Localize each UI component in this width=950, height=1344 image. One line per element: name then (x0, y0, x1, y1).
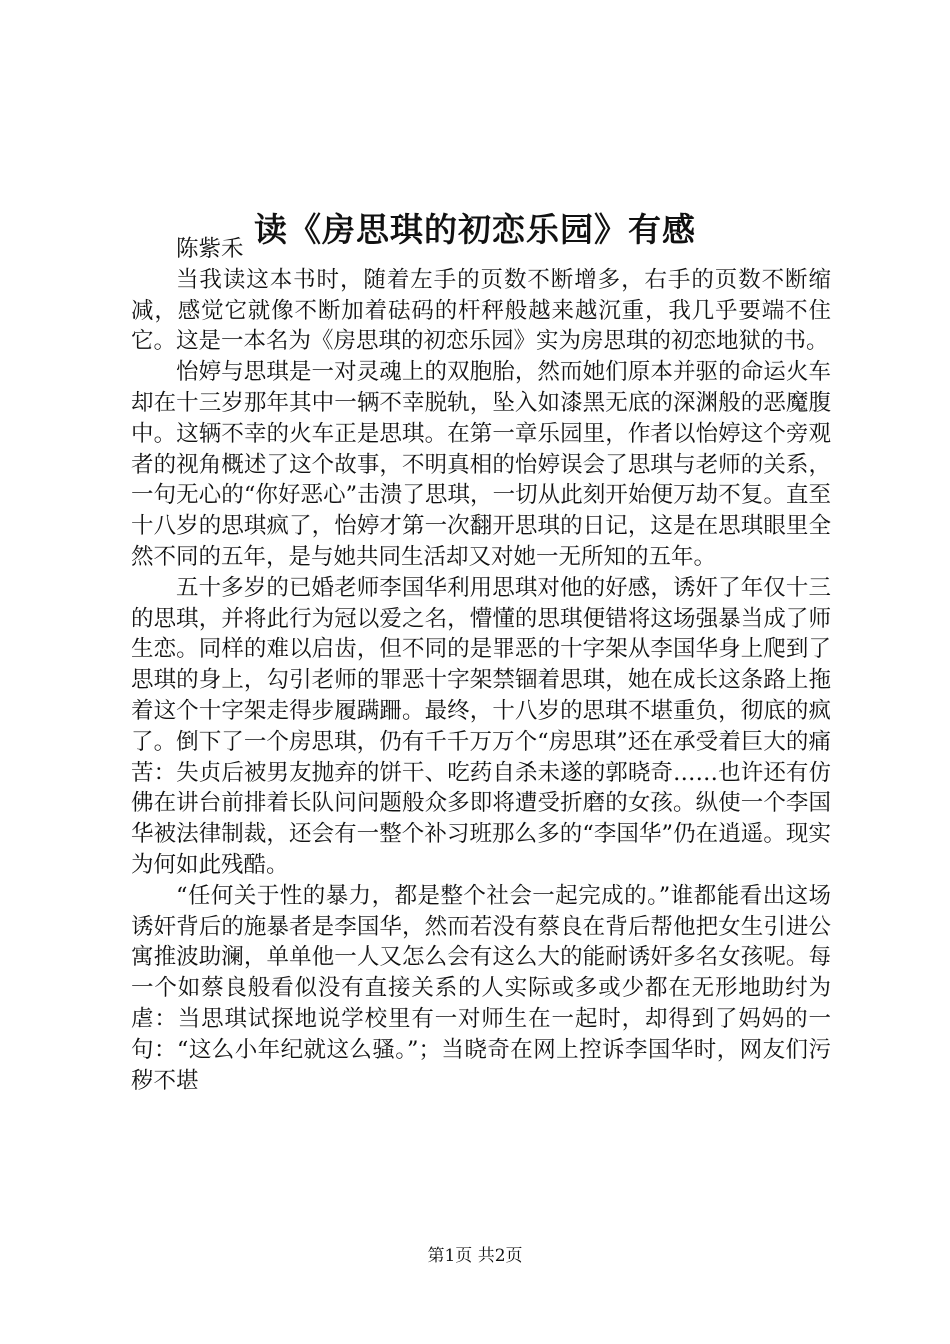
paragraph: 怡婷与思琪是一对灵魂上的双胞胎，然而她们原本并驱的命运火车却在十三岁那年其中一辆不幸脱轨，坠入如漆黑无底的深渊般的恶魔腹中。这辆不幸的火车正是思琪。在第一章乐园里，作者以怡婷这个旁观者的视角概述了这个故事，不明真相的怡婷误会了思琪与老师的关系，一句无心的“你好恶心”击溃了思琪，一切从此刻开始便万劫不复。直至十八岁的思琪疯了，怡婷才第一次翻开思琪的日记，这是在思琪眼里全然不同的五年，是与她共同生活却又对她一无所知的五年。 (131, 359, 831, 570)
paragraph: 五十多岁的已婚老师李国华利用思琪对他的好感，诱奸了年仅十三的思琪，并将此行为冠以爱之名，懵懂的思琪便错将这场强暴当成了师生恋。同样的难以启齿，但不同的是罪恶的十字架从李国华身上爬到了思琪的身上，勾引老师的罪恶十字架禁锢着思琪，她在成长这条路上拖着这个十字架走得步履蹒跚。最终，十八岁的思琪不堪重负，彻底的疯了。倒下了一个房思琪，仍有千千万万个“房思琪”还在承受着巨大的痛苦：失贞后被男友抛弃的饼干、吃药自杀未遂的郭晓奇……也许还有仿佛在讲台前排着长队问问题般众多即将遭受折磨的女孩。纵使一个李国华被法律制裁，还会有一整个补习班那么多的“李国华”仍在逍遥。现实为何如此残酷。 (131, 574, 831, 878)
paragraph: 当我读这本书时，随着左手的页数不断增多，右手的页数不断缩减，感觉它就像不断加着砝码的杆秤般越来越沉重，我几乎要端不住它。这是一本名为《房思琪的初恋乐园》实为房思琪的初恋地狱的书。 (131, 266, 831, 355)
page-number-footer: 第1页 共2页 (427, 1246, 523, 1266)
paragraph: “任何关于性的暴力，都是整个社会一起完成的。”谁都能看出这场诱奸背后的施暴者是李国华，然而若没有蔡良在背后帮他把女生引进公寓推波助澜，单单他一人又怎么会有这么大的能耐诱奸多名女孩呢。每一个如蔡良般看似没有直接关系的人实际或多或少都在无形地助纣为虐：当思琪试探地说学校里有一对师生在一起时，却得到了妈妈的一句：“这么小年纪就这么骚。”；当晓奇在网上控诉李国华时，网友们污秽不堪 (131, 882, 831, 1094)
author-line: 陈紫禾 (176, 236, 244, 262)
document-body (131, 234, 831, 1096)
document-title: 读《房思琪的初恋乐园》有感 (254, 210, 696, 250)
